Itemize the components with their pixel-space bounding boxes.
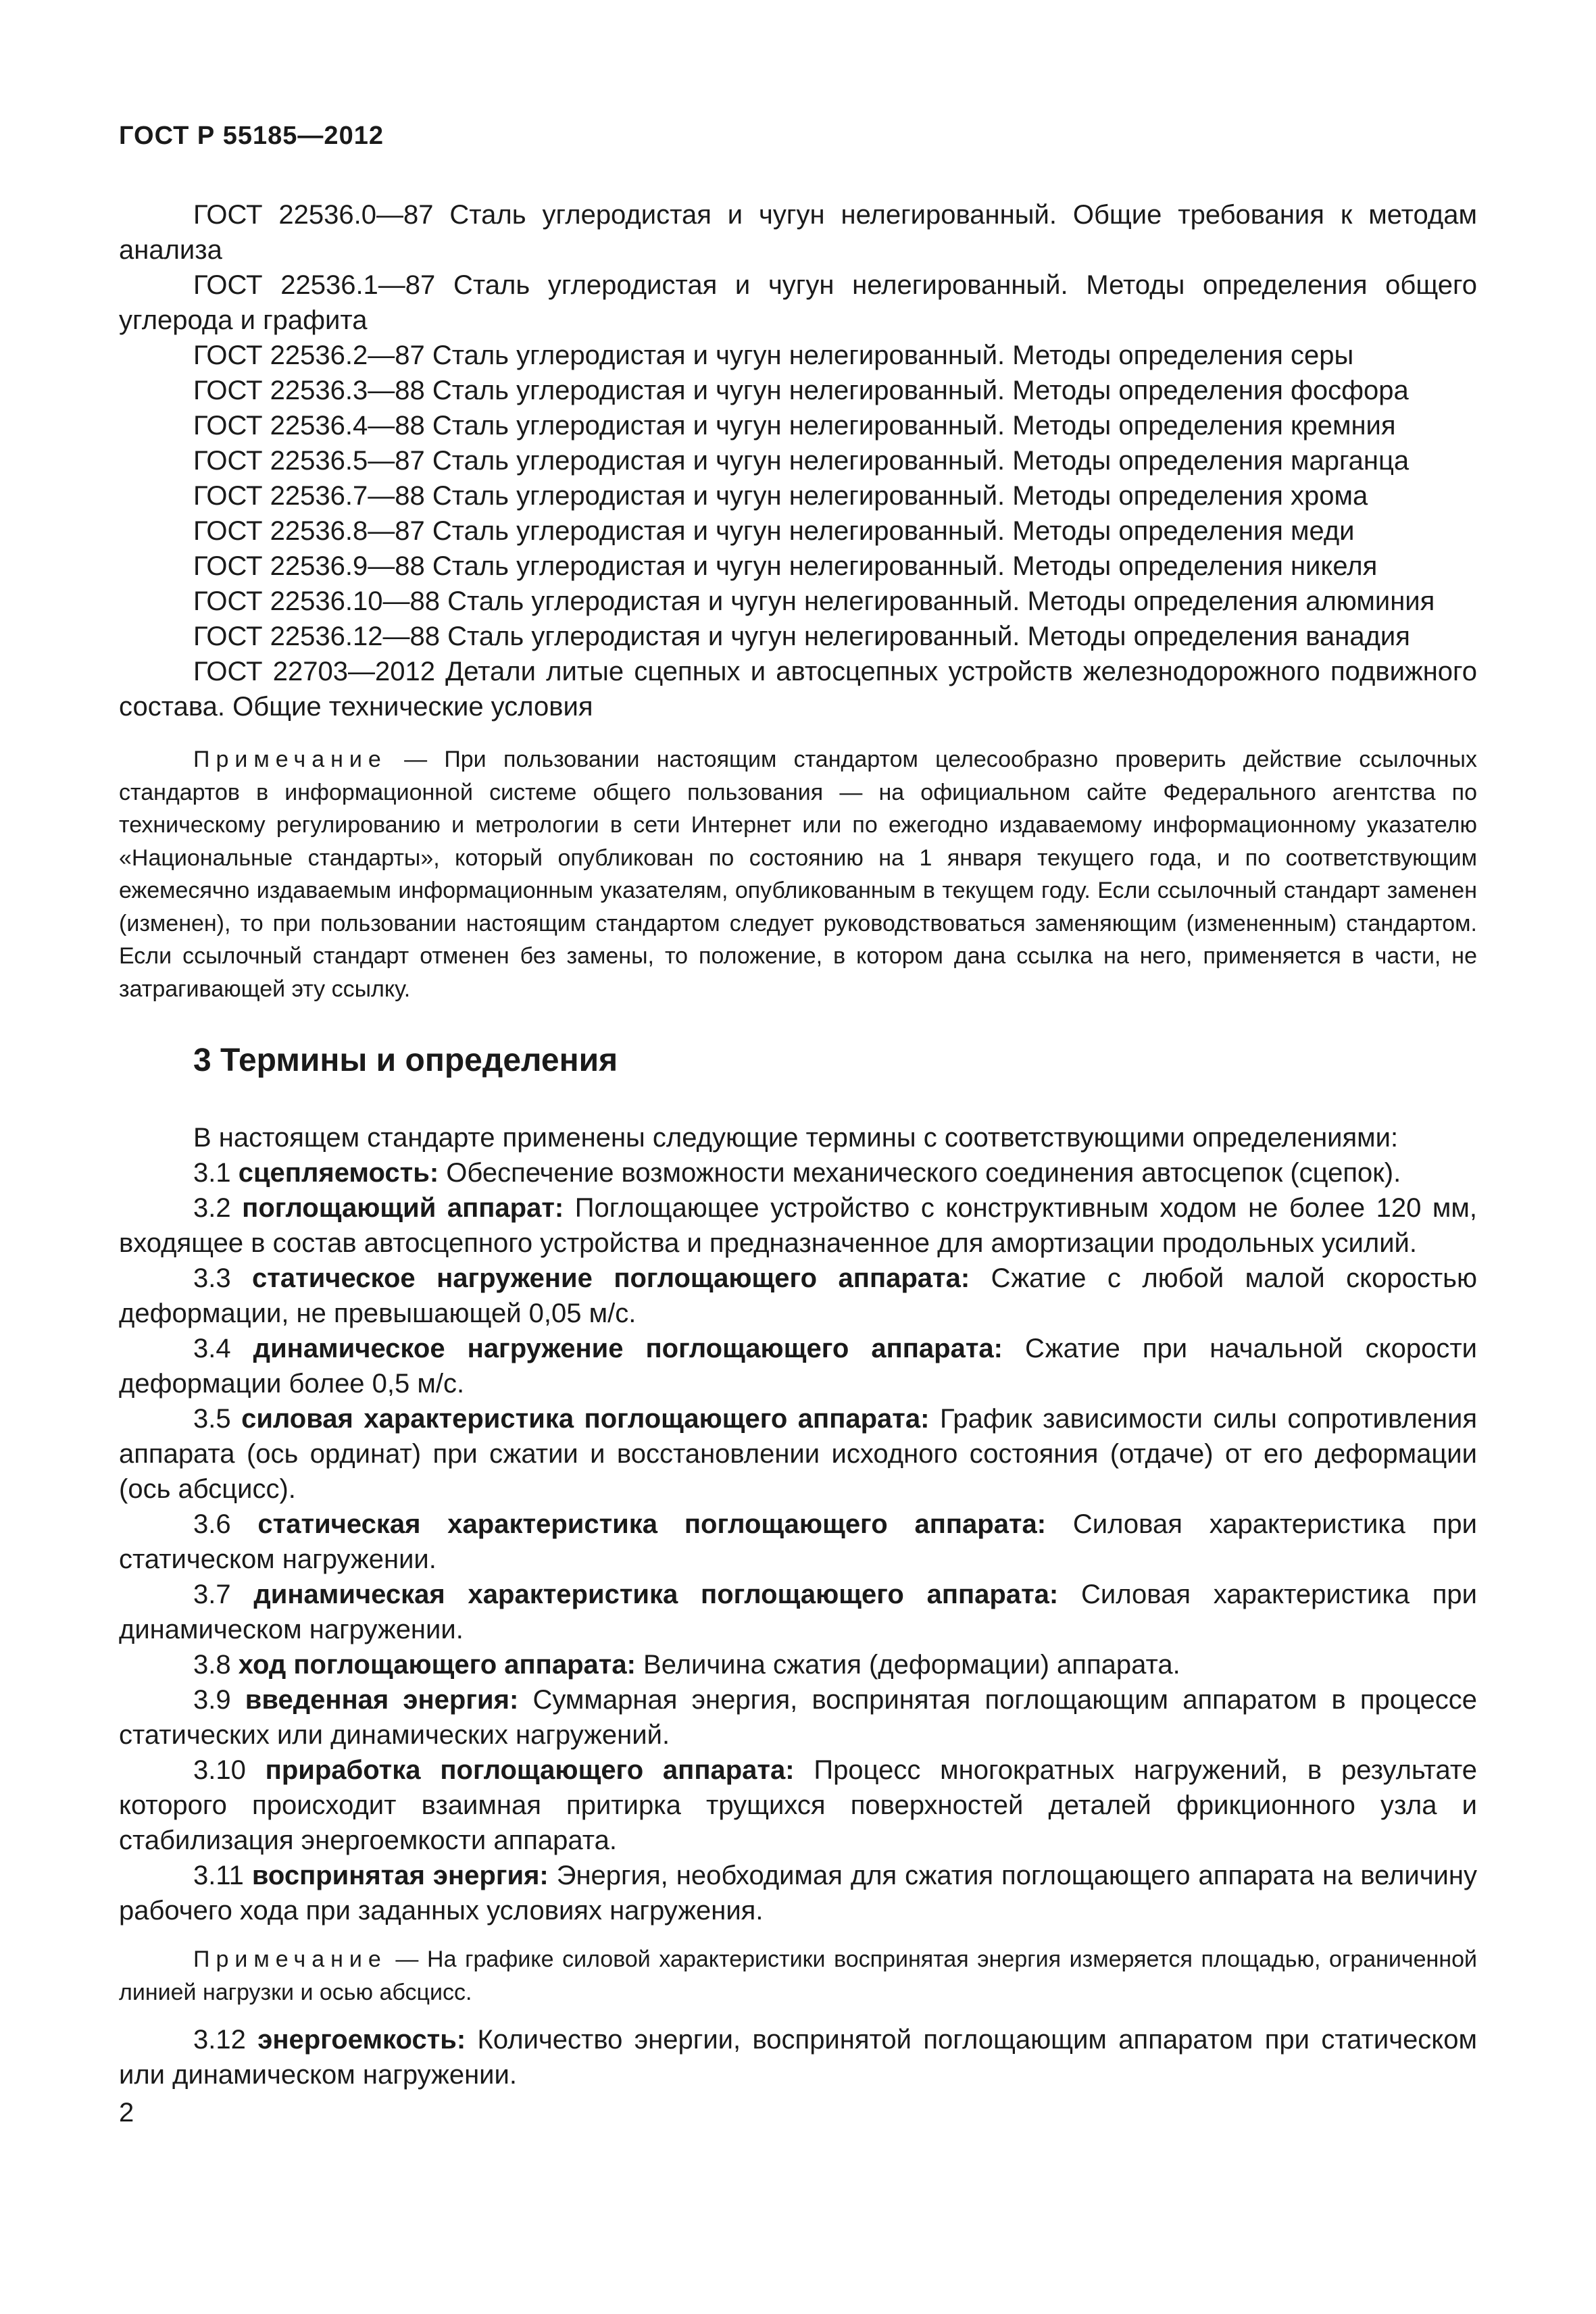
term-number: 3.3	[193, 1263, 253, 1293]
term-definition: Силовая характеристика при динамическом нагружении.	[119, 1580, 1478, 1644]
reference-item: ГОСТ 22536.7—88 Сталь углеродистая и чугун нелегированный. Методы определения хрома	[193, 481, 1368, 511]
reference-item: ГОСТ 22536.2—87 Сталь углеродистая и чугун нелегированный. Методы определения серы	[193, 341, 1354, 370]
term-number: 3.2	[193, 1193, 243, 1223]
term-definition: Энергия, необходимая для сжатия поглощающего аппарата на величину рабочего хода при заданных условиях нагружения.	[119, 1861, 1477, 1926]
note-label: Примечание	[193, 1946, 387, 1972]
term-item	[119, 1155, 1477, 1190]
page-content	[119, 197, 1477, 2092]
term-item	[119, 1858, 1477, 1928]
reference-item: ГОСТ 22536.5—87 Сталь углеродистая и чугун нелегированный. Методы определения марганца	[193, 446, 1410, 476]
term-item	[119, 1190, 1477, 1261]
references-list	[119, 197, 1477, 724]
term-number: 3.1	[193, 1158, 239, 1188]
term-definition: Сжатие при начальной скорости деформации более 0,5 м/с.	[119, 1334, 1478, 1399]
term-number: 3.11	[193, 1861, 252, 1890]
term-item	[119, 1682, 1477, 1753]
term-name: введенная энергия:	[245, 1685, 519, 1715]
term-definition: Суммарная энергия, воспринятая поглощающим аппаратом в процессе статических или динамических нагружений.	[119, 1685, 1478, 1750]
term-definition: Сжатие с любой малой скоростью деформации, не превышающей 0,05 м/с.	[119, 1263, 1478, 1328]
term-item	[119, 1401, 1477, 1507]
term-name: энергоемкость:	[257, 2025, 466, 2055]
note-label: Примечание	[193, 747, 387, 772]
term-definition: Силовая характеристика при статическом нагружении.	[119, 1509, 1477, 1574]
term-definition: Обеспечение возможности механического соединения автосцепок (сцепок).	[439, 1158, 1401, 1188]
term-number: 3.12	[193, 2025, 258, 2055]
term-item	[119, 2022, 1477, 2092]
term-definition: Количество энергии, воспринятой поглощающим аппаратом при статическом или динамическом нагружении.	[119, 2025, 1478, 2090]
term-definition: Поглощающее устройство с конструктивным ходом не более 120 мм, входящее в состав автосцепного устройства и предназначенное для амортизации продольных усилий.	[119, 1193, 1478, 1258]
term-name: динамическая характеристика поглощающего аппарата:	[253, 1580, 1059, 1609]
note-energy	[119, 1943, 1477, 2009]
term-item	[119, 1647, 1477, 1682]
term-number: 3.4	[193, 1334, 253, 1363]
terms-intro: В настоящем стандарте применены следующие термины с соответствующими определениями:	[193, 1123, 1399, 1153]
term-definition: Процесс многократных нагружений, в результате которого происходит взаимная притирка трущихся поверхностей деталей фрикционного узла и стабилизация энергоемкости аппарата.	[119, 1755, 1478, 1855]
section-title: 3 Термины и определения	[193, 1042, 618, 1078]
note-text: — При пользовании настоящим стандартом целесообразно проверить действие ссылочных стандартов в информационной системе общего пользования — на официальном сайте Федерального агентства по техническому регулированию и метрологии в сети Интернет или по ежегодно издаваемому информационному указателю «Национальные стандарты», который опубликован по состоянию на 1 января текущего года, и по соответствующим ежемесячно издаваемым информационным указателям, опубликованным в текущем году. Если ссылочный стандарт заменен (изменен), то при пользовании настоящим стандартом следует руководствоваться заменяющим (измененным) стандартом. Если ссылочный стандарт отменен без замены, то положение, в котором дана ссылка на него, применяется в части, не затрагивающей эту ссылку.	[119, 747, 1477, 1002]
reference-item: ГОСТ 22536.10—88 Сталь углеродистая и чугун нелегированный. Методы определения алюминия	[193, 586, 1435, 616]
reference-item: ГОСТ 22536.12—88 Сталь углеродистая и чугун нелегированный. Методы определения ванадия	[193, 622, 1410, 651]
page-number: 2	[119, 2098, 134, 2128]
term-name: поглощающий аппарат:	[242, 1193, 564, 1223]
reference-item: ГОСТ 22536.4—88 Сталь углеродистая и чугун нелегированный. Методы определения кремния	[193, 411, 1396, 441]
term-item	[119, 1577, 1477, 1647]
term-name: силовая характеристика поглощающего аппарата:	[241, 1404, 930, 1434]
document-header: ГОСТ Р 55185—2012	[119, 122, 384, 150]
term-number: 3.6	[193, 1509, 258, 1539]
term-item	[119, 1261, 1477, 1331]
note-references	[119, 743, 1477, 1005]
term-name: динамическое нагружение поглощающего аппарата:	[253, 1334, 1003, 1363]
term-name: приработка поглощающего аппарата:	[265, 1755, 795, 1785]
reference-item: ГОСТ 22536.9—88 Сталь углеродистая и чугун нелегированный. Методы определения никеля	[193, 551, 1378, 581]
reference-item: ГОСТ 22536.0—87 Сталь углеродистая и чугун нелегированный. Общие требования к методам анализа	[119, 200, 1477, 265]
term-number: 3.5	[193, 1404, 242, 1434]
term-name: ход поглощающего аппарата:	[238, 1650, 636, 1680]
term-number: 3.8	[193, 1650, 239, 1680]
term-name: сцепляемость:	[238, 1158, 439, 1188]
term-definition: Величина сжатия (деформации) аппарата.	[635, 1650, 1180, 1680]
term-item	[119, 1507, 1477, 1577]
term-number: 3.10	[193, 1755, 266, 1785]
term-name: статическое нагружение поглощающего аппарата:	[252, 1263, 970, 1293]
reference-item: ГОСТ 22536.8—87 Сталь углеродистая и чугун нелегированный. Методы определения меди	[193, 516, 1355, 546]
term-item	[119, 1331, 1477, 1401]
reference-item: ГОСТ 22536.1—87 Сталь углеродистая и чугун нелегированный. Методы определения общего углерода и графита	[119, 270, 1477, 335]
term-number: 3.9	[193, 1685, 245, 1715]
term-name: статическая характеристика поглощающего аппарата:	[257, 1509, 1047, 1539]
reference-item: ГОСТ 22536.3—88 Сталь углеродистая и чугун нелегированный. Методы определения фосфора	[193, 376, 1409, 405]
term-item	[119, 1753, 1477, 1858]
term-name: воспринятая энергия:	[251, 1861, 549, 1890]
note-text: — На графике силовой характеристики воспринятая энергия измеряется площадью, ограниченной линией нагрузки и осью абсцисс.	[119, 1946, 1477, 2005]
term-definition: График зависимости силы сопротивления аппарата (ось ординат) при сжатии и восстановлении исходного состояния (отдаче) от его деформации (ось абсцисс).	[119, 1404, 1478, 1504]
term-number: 3.7	[193, 1580, 254, 1609]
terms-list	[119, 1120, 1477, 2092]
reference-item: ГОСТ 22703—2012 Детали литые сцепных и автосцепных устройств железнодорожного подвижного состава. Общие технические условия	[119, 657, 1477, 722]
